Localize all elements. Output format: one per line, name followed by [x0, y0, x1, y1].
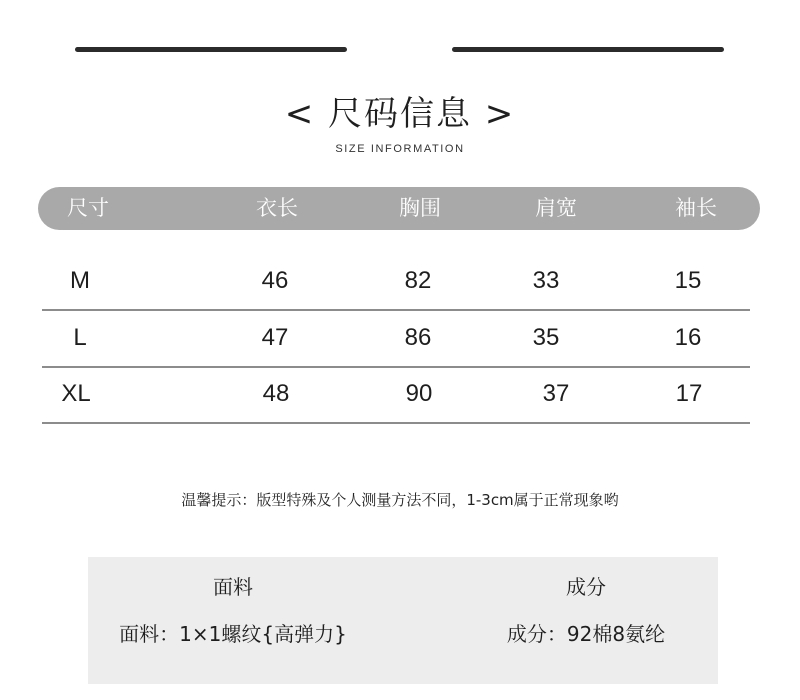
cell-sleeve: 15 [674, 267, 702, 294]
fit-tip-note: 温馨提示：版型特殊及个人测量方法不同，1-3cm属于正常现象哟 [181, 491, 619, 509]
table-row-l [42, 310, 750, 368]
composition-value: 成分：92棉8氨纶 [506, 622, 666, 646]
composition-heading: 成分 [566, 575, 606, 599]
table-row-xl [42, 366, 750, 424]
material-heading: 面料 [213, 575, 253, 599]
cell-shoulder: 37 [542, 380, 570, 407]
cell-chest: 90 [405, 380, 433, 407]
cell-shoulder: 35 [532, 324, 560, 351]
decorative-rule-right [452, 47, 724, 52]
column-header-chest: 胸围 [399, 196, 441, 220]
size-table-header [38, 187, 760, 230]
cell-size: L [73, 324, 87, 351]
material-value: 面料：1×1螺纹{高弹力} [119, 622, 347, 646]
column-header-size: 尺寸 [67, 196, 109, 220]
cell-length: 48 [262, 380, 290, 407]
column-header-sleeve: 袖长 [675, 196, 717, 220]
cell-sleeve: 17 [675, 380, 703, 407]
cell-chest: 82 [404, 267, 432, 294]
cell-shoulder: 33 [532, 267, 560, 294]
fabric-info-panel [88, 557, 718, 684]
column-header-shoulder: 肩宽 [535, 196, 577, 220]
cell-size: XL [61, 380, 91, 407]
cell-sleeve: 16 [674, 324, 702, 351]
table-row-m [42, 253, 750, 311]
cell-size: M [70, 267, 90, 294]
cell-chest: 86 [404, 324, 432, 351]
column-header-length: 衣长 [256, 196, 298, 220]
cell-length: 46 [261, 267, 289, 294]
decorative-rule-left [75, 47, 347, 52]
cell-length: 47 [261, 324, 289, 351]
page-title: < 尺码信息 > [284, 94, 516, 134]
page-subtitle: SIZE INFORMATION [335, 143, 465, 155]
